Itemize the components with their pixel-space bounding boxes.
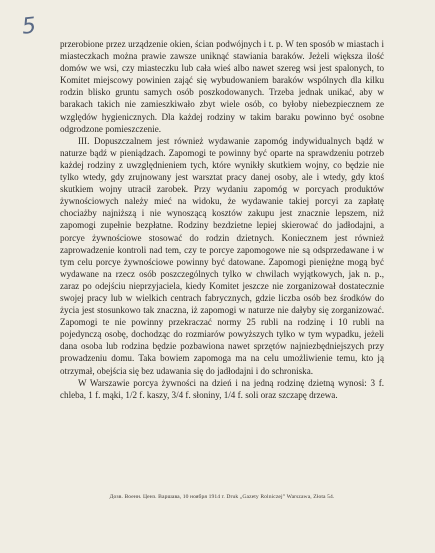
paragraph-housing: przerobione przez urządzenie okien, ścian podwójnych i t. p. W ten sposób w miastach i miasteczkach można prawie zawsze uniknąć stawiania baraków. Jeżeli większa ilość domów we wsi, czy miasteczku lub cała wieś albo nawet szereg wsi jest spalonych, to Komitet miejscowy powinien zająć się wybudowaniem baraków wspólnych dla kilku rodzin blisko gruntu samych osób poszkodowanych. Trzeba jednak unikać, aby w barakach takich nie zamieszkiwało zbyt wiele osób, co byłoby niebezpiecznem ze względów hygienicznych. Dla każdej rodziny w takim baraku powinno być osobne odgrodzone pomieszczenie. xyxy=(60,39,384,134)
body-text xyxy=(60,38,384,401)
handwritten-page-number: 5 xyxy=(20,13,38,40)
paragraph-warsaw-ration: W Warszawie porcya żywności na dzień i na jedną rodzinę dzietną wynosi: 3 f. chleba, 1 f. mąki, 1/2 f. kaszy, 3/4 f. słoniny, 1/4 f. soli oraz szczapę drzewa. xyxy=(60,377,384,400)
paragraph-allowances: III. Dopuszczalnem jest również wydawanie zapomóg indywidualnych bądź w naturze bądź w pieniądzach. Zapomogi te powinny być oparte na sprawdzeniu potrzeb każdej rodziny z uwzględnieniem tych, które wynikły skutkiem wojny, co będzie nie tylko wtedy, gdy zrujnowany jest warsztat pracy danej osoby, ale i wtedy, gdy ktoś skutkiem wojny utracił zarobek. Przy wydaniu zapomóg w porcyach produktów żywnościowych należy mieć na widoku, że wydawanie takiej porcyi za zapłatę chociażby najniższą i nie wynoszącą kosztów zakupu jest znacznie lepszem, niż zapomogi zupełnie bezpłatne. Rodziny bezdzietne lepiej skierować do jadłodajni, a porcye żywnościowe stosować do rodzin dzietnych. Koniecznem jest również zaprowadzenie kontroli nad tem, czy te porcye zapomogowe nie są odsprzedawane i w tym celu porcye żywnościowe powinny być datowane. Zapomogi pieniężne mogą być wydawane na rzecz osób poszczególnych tylko w chwilach wyjątkowych, jak n. p., zaraz po odejściu nieprzyjaciela, kiedy Komitet jeszcze nie zorganizował dostatecznie swojej pracy lub w wielkich centrach fabrycznych, gdzie liczba osób bez środków do życia jest stosunkowo tak znaczna, iż zapomogi w naturze nie dałyby się zorganizować. Zapomogi te nie powinny przekraczać normy 25 rubli na rodzinę i 10 rubli na pojedynczą osobę, dochodząc do rozmiarów powyższych tylko w tym wypadku, jeżeli dana osoba lub rodzina będzie pozbawiona nawet sprzętów najniezbędniejszych przy prowadzeniu domu. Taka bowiem zapomoga ma na celu umożliwienie temu, kto ją otrzymał, obejścia się bez udawania się do jadłodajni i do schroniska. xyxy=(60,135,384,376)
printer-footer: Дозв. Военн. Ценз. Варшава, 10 ноября 1914 г. Druk „Gazety Rolniczej” Warszawa, Złota 54. xyxy=(109,494,335,500)
